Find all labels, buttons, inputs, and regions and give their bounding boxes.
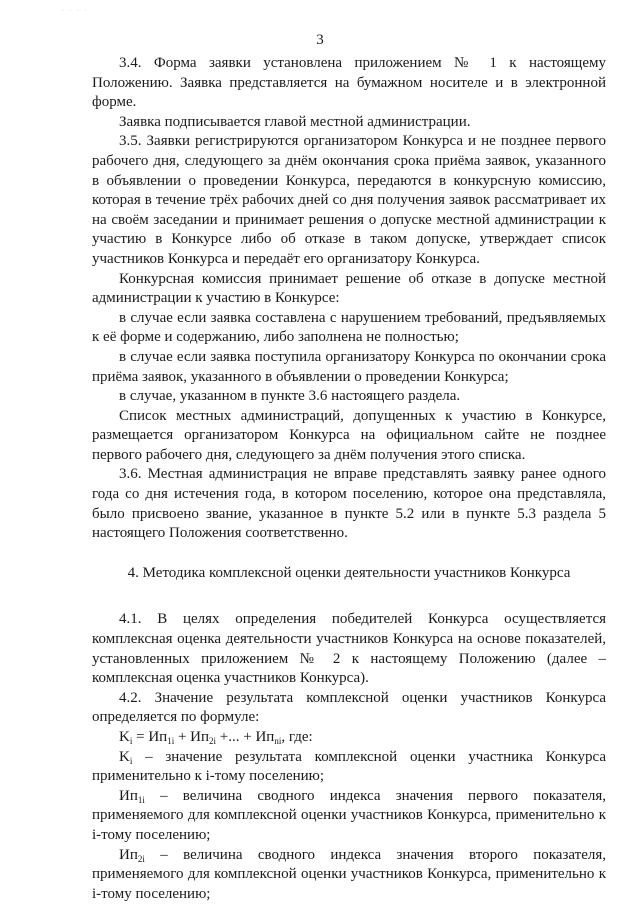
paragraph-refusal-case-3: в случае, указанном в пункте 3.6 настоящего раздела. — [119, 388, 461, 405]
paragraph-3-5: 3.5. Заявки регистрируются организатором Конкурса и не позднее первого рабочего дня, следующего за днём окончания срока приёма заявок, указанного в объявлении о проведении Конкурса, передаются в конкурсную комиссию, которая в течение трёх рабочих дней со дня получения заявок рассматривает их на своём заседании и принимает решения о допуске местной администрации к участию в Конкурсе либо об отказе в таком допуске, утверждает список участников Конкурса и передаёт его организатору Конкурса. — [92, 133, 606, 267]
paragraph-4-2: 4.2. Значение результата комплексной оценки участников Конкурса определяется по формуле: — [92, 689, 606, 726]
paragraph-refusal-intro: Конкурсная комиссия принимает решение об отказе в допуске местной администрации к участию в Конкурсе: — [92, 270, 606, 307]
paragraph-4-1: 4.1. В целях определения победителей Конкурса осуществляется комплексная оценка деятельности участников Конкурса на основе показателей, установленных приложением № 2 к настоящему Положению (далее – комплексная оценка участников Конкурса). — [92, 611, 606, 687]
page-number: 3 — [316, 32, 324, 48]
paragraph-3-6: 3.6. Местная администрация не вправе представлять заявку ранее одного года со дня истечения года, в котором поселению, которое она представляла, было присвоено звание, указанное в пункте 5.2 или в пункте 5.3 раздела 5 настоящего Положения соответственно. — [92, 466, 606, 542]
paragraph-refusal-case-1: в случае если заявка составлена с нарушением требований, предъявляемых к её форме и содержанию, либо заполнена не полностью; — [92, 309, 606, 346]
definition-ip1: $Ип_{1i}$ – величина сводного индекса значения первого показателя, применяемого для комплексной оценки участников Конкурса, применительно к i-тому поселению; — [92, 787, 606, 843]
paragraph-refusal-case-2: в случае если заявка поступила организатору Конкурса по окончании срока приёма заявок, указанного в объявлении о проведении Конкурса; — [92, 348, 606, 385]
section-title: 4. Методика комплексной оценки деятельности участников Конкурса — [127, 564, 571, 581]
formula: $K_i = Ип_{1i} + Ип_{2i}$ +... + $Ип_{ni}$, где: — [119, 729, 313, 746]
formula-k: K — [119, 729, 130, 745]
paragraph-participants-list: Список местных администраций, допущенных к участию в Конкурсе, размещается организатором Конкурса на официальном сайте не позднее первого рабочего дня, следующего за днём получения этого списка. — [92, 407, 606, 463]
definition-ip2: $Ип_{2i}$ – величина сводного индекса значения второго показателя, применяемого для комплексной оценки участников Конкурса, применительно к i-тому поселению; — [92, 846, 606, 902]
document-body — [92, 54, 606, 904]
formula-sub-i: i — [129, 736, 133, 746]
scan-mark: · · · · — [62, 8, 89, 14]
paragraph-signature: Заявка подписывается главой местной администрации. — [119, 113, 471, 130]
paragraph-3-4: 3.4. Форма заявки установлена приложением № 1 к настоящему Положению. Заявка представляется на бумажном носителе и в электронной форме. — [92, 55, 606, 111]
definition-ki: $K_i$ – значение результата комплексной оценки участника Конкурса применительно к i-тому поселению; — [92, 748, 606, 785]
